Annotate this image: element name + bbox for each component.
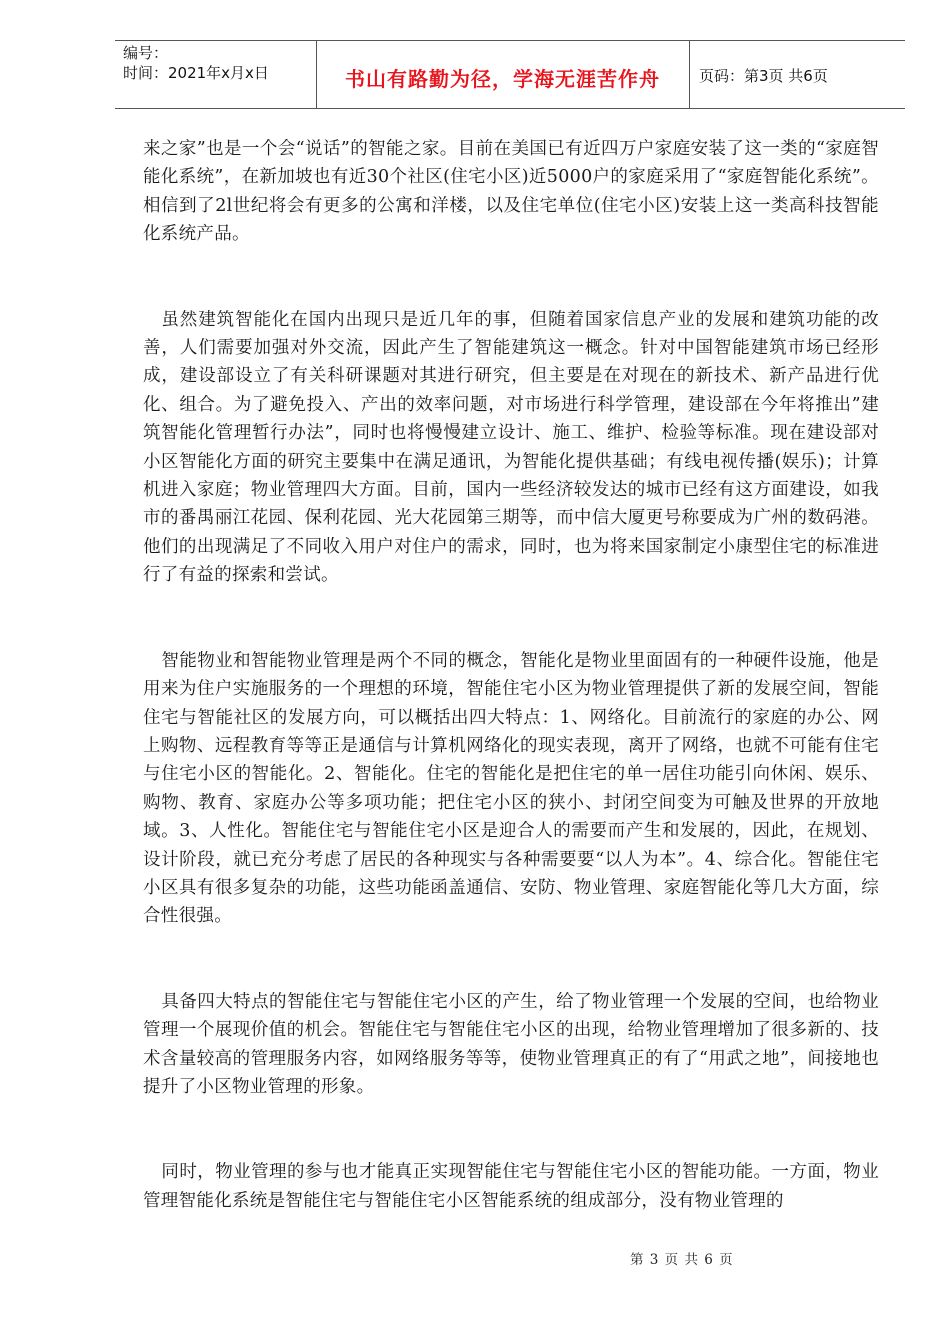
body-paragraph: 同时，物业管理的参与也才能真正实现智能住宅与智能住宅小区的智能功能。一方面，物业管理智能化系统是智能住宅与智能住宅小区智能系统的组成部分，没有物业管理的 (143, 1162, 879, 1211)
body-paragraph: 具备四大特点的智能住宅与智能住宅小区的产生，给了物业管理一个发展的空间，也给物业管理一个展现价值的机会。智能住宅与智能住宅小区的出现，给物业管理增加了很多新的、技术含量较高的管理服务内容，如网络服务等等，使物业管理真正的有了“用武之地”，间接地也提升了小区物业管理的形象。 (143, 991, 879, 1097)
body-paragraph: 虽然建筑智能化在国内出现只是近几年的事，但随着国家信息产业的发展和建筑功能的改善，人们需要加强对外交流，因此产生了智能建筑这一概念。针对中国智能建筑市场已经形成，建设部设立了有关科研课题对其进行研究，但主要是在对现在的新技术、新产品进行优化、组合。为了避免投入、产出的效率问题，对市场进行科学管理，建设部在今年将推出”建筑智能化管理暂行办法”，同时也将慢慢建立设计、施工、维护、检验等标准。现在建设部对小区智能化方面的研究主要集中在满足通讯，为智能化提供基础；有线电视传播(娱乐)；计算机进入家庭；物业管理四大方面。目前，国内一些经济较发达的城市已经有这方面建设，如我市的番禺丽江花园、保利花园、光大花园第三期等，而中信大厦更号称要成为广州的数码港。他们的出现满足了不同收入用户对住户的需求，同时，也为将来国家制定小康型住宅的标准进行了有益的探索和尝试。 (143, 309, 879, 586)
header-page-info: 页码：第3页 共6页 (699, 67, 828, 85)
body-paragraph: 来之家”也是一个会“说话”的智能之家。目前在美国已有近四万户家庭安装了这一类的“家庭智能化系统”，在新加坡也有近30个社区(住宅小区)近5000户的家庭采用了“家庭智能化系统”。相信到了2l世纪将会有更多的公寓和洋楼，以及住宅单位(住宅小区)安装上这一类高科技智能化系统产品。 (143, 139, 879, 245)
body-paragraph: 智能物业和智能物业管理是两个不同的概念，智能化是物业里面固有的一种硬件设施，他是用来为住户实施服务的一个理想的环境，智能住宅小区为物业管理提供了新的发展空间，智能住宅与智能社区的发展方向，可以概括出四大特点：1、网络化。目前流行的家庭的办公、网上购物、远程教育等等正是通信与计算机网络化的现实表现，离开了网络，也就不可能有住宅与住宅小区的智能化。2、智能化。住宅的智能化是把住宅的单一居住功能引向休闲、娱乐、购物、教育、家庭办公等多项功能；把住宅小区的狭小、封闭空间变为可触及世界的开放地域。3、人性化。智能住宅与智能住宅小区是迎合人的需要而产生和发展的，因此，在规划、设计阶段，就已充分考虑了居民的各种现实与各种需要要“以人为本”。4、综合化。智能住宅小区具有很多复杂的功能，这些功能函盖通信、安防、物业管理、家庭智能化等几大方面，综合性很强。 (143, 650, 879, 927)
document-body (143, 135, 879, 1215)
page-footer: 第 3 页 共 6 页 (630, 1252, 733, 1268)
header-motto: 书山有路勤为径，学海无涯苦作舟 (345, 67, 660, 91)
document-date-label: 时间：2021年x月x日 (123, 64, 269, 82)
document-number-label: 编号： (123, 44, 169, 62)
document-header (115, 40, 905, 109)
header-divider (689, 41, 690, 108)
